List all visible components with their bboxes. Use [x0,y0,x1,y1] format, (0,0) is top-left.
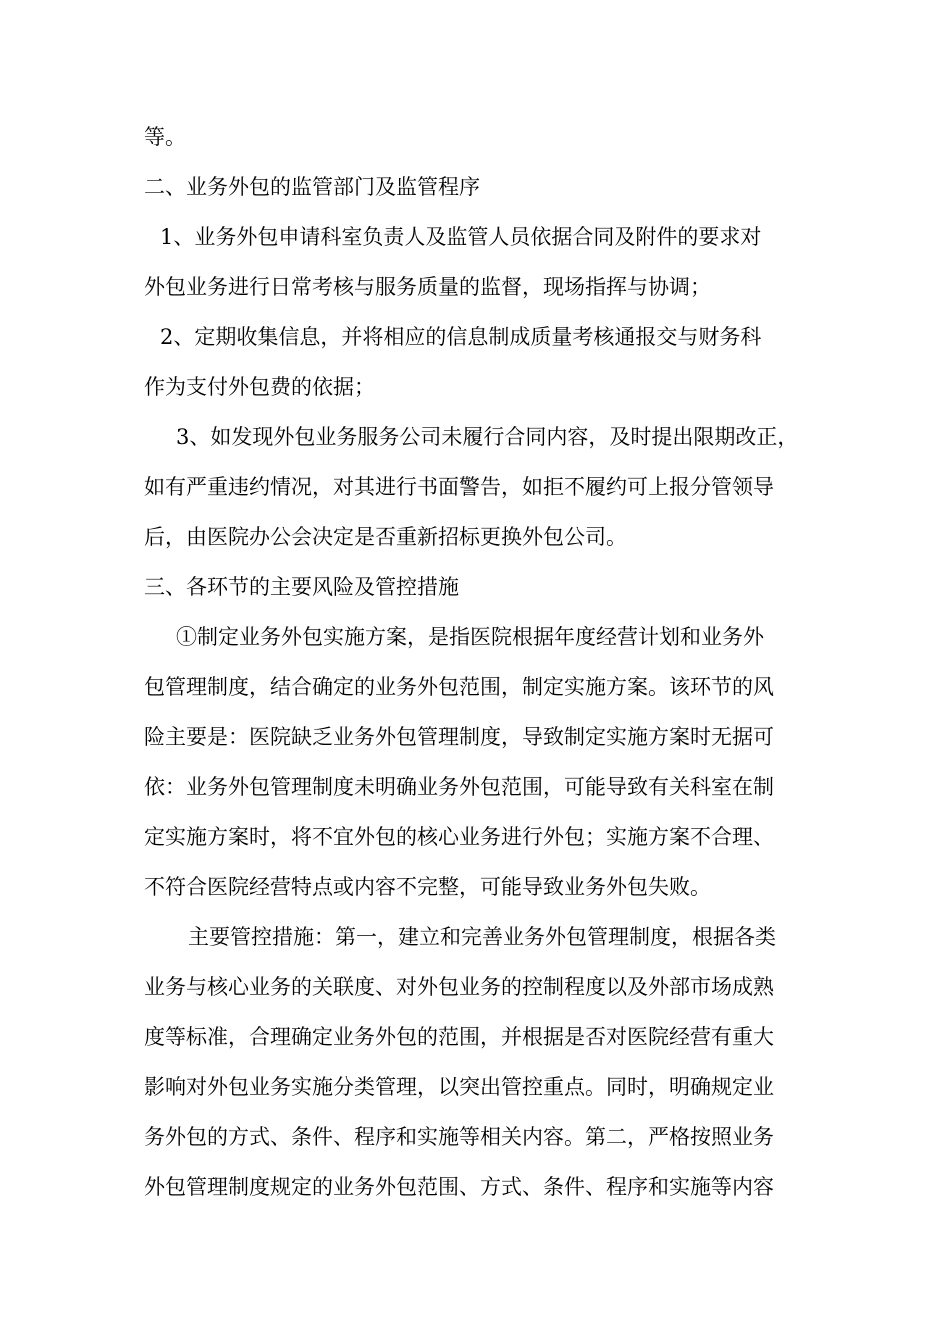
text-line: 依：业务外包管理制度未明确业务外包范围，可能导致有关科室在制 [144,775,774,799]
text-line: 作为支付外包费的依据； [144,375,375,399]
text-line: 不符合医院经营特点或内容不完整，可能导致业务外包失败。 [144,875,711,899]
text-line: 1、业务外包申请科室负责人及监管人员依据合同及附件的要求对 [160,225,762,249]
text-line: 2、定期收集信息，并将相应的信息制成质量考核通报交与财务科 [160,325,762,349]
text-line: 包管理制度，结合确定的业务外包范围，制定实施方案。该环节的风 [144,675,774,699]
text-line: 定实施方案时，将不宜外包的核心业务进行外包；实施方案不合理、 [144,825,774,849]
text-line: 度等标准，合理确定业务外包的范围，并根据是否对医院经营有重大 [144,1025,774,1049]
text-line: 主要管控措施：第一，建立和完善业务外包管理制度，根据各类 [188,925,776,949]
text-line: 业务与核心业务的关联度、对外包业务的控制程度以及外部市场成熟 [144,975,774,999]
text-line: ①制定业务外包实施方案，是指医院根据年度经营计划和业务外 [176,625,764,649]
section-heading-2: 二、业务外包的监管部门及监管程序 [144,175,480,199]
text-line: 后，由医院办公会决定是否重新招标更换外包公司。 [144,525,627,549]
text-line: 等。 [144,125,186,149]
text-line: 外包管理制度规定的业务外包范围、方式、条件、程序和实施等内容 [144,1175,774,1199]
section-heading-3: 三、各环节的主要风险及管控措施 [144,575,459,599]
text-line: 影响对外包业务实施分类管理，以突出管控重点。同时，明确规定业 [144,1075,774,1099]
text-line: 3、如发现外包业务服务公司未履行合同内容，及时提出限期改正， [176,425,799,449]
text-line: 如有严重违约情况，对其进行书面警告，如拒不履约可上报分管领导 [144,475,774,499]
text-line: 险主要是：医院缺乏业务外包管理制度，导致制定实施方案时无据可 [144,725,774,749]
text-line: 务外包的方式、条件、程序和实施等相关内容。第二，严格按照业务 [144,1125,774,1149]
text-line: 外包业务进行日常考核与服务质量的监督，现场指挥与协调； [144,275,711,299]
